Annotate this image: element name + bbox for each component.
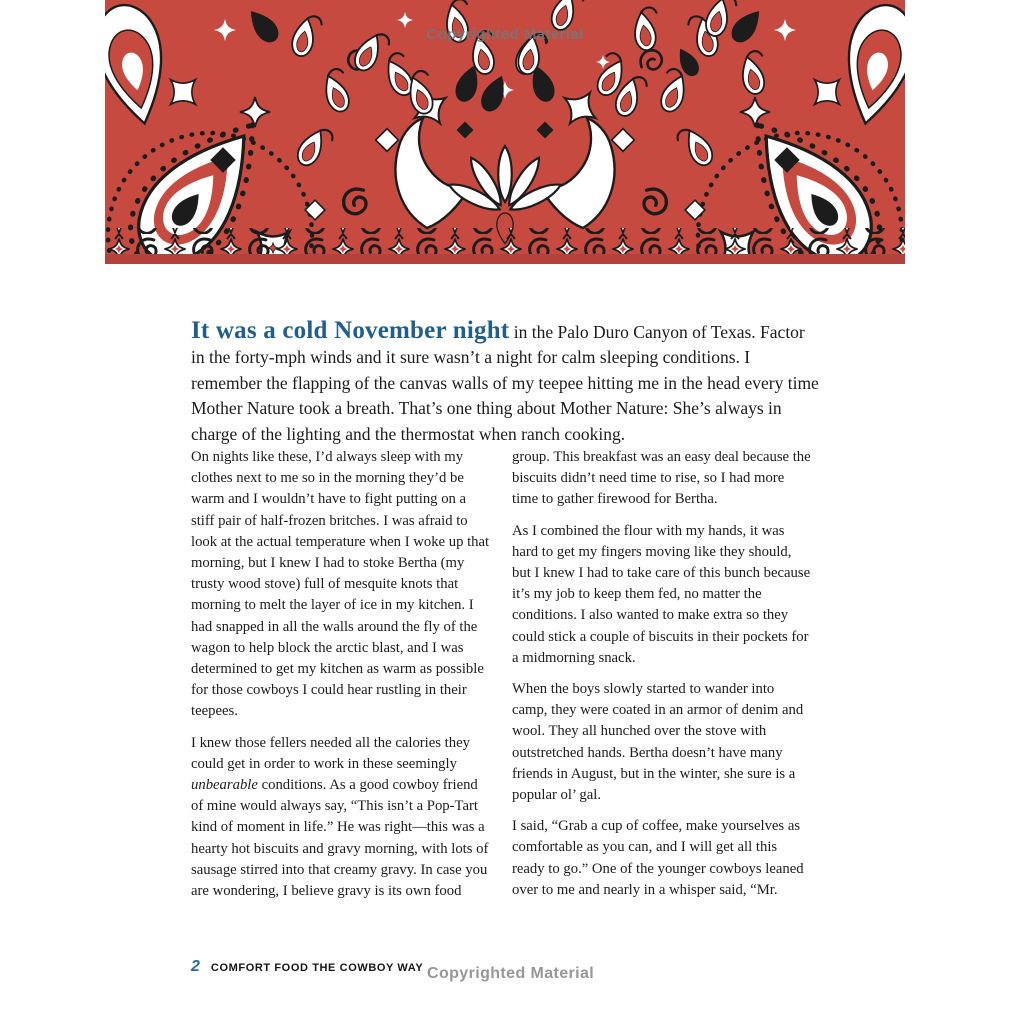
- page-footer: [191, 958, 423, 980]
- left-paragraph-2-pre: I knew those fellers needed all the calories they could get in order to work in these seemingly: [191, 734, 470, 772]
- column-left: [191, 447, 491, 912]
- right-paragraph-1: group. This breakfast was an easy deal because the biscuits didn’t need time to rise, so I had more time to gather firewood for Bertha.: [512, 449, 811, 508]
- left-paragraph-2: [191, 733, 491, 903]
- lead-heading: It was a cold November night: [191, 316, 510, 344]
- bandana-banner-image: [105, 0, 905, 264]
- running-book-title: COMFORT FOOD THE COWBOY WAY: [210, 962, 424, 974]
- page-number: 2: [191, 958, 200, 975]
- lead-paragraph: [191, 318, 821, 448]
- left-paragraph-2-post: conditions. As a good cowboy friend of mine would always say, “This isn’t a Pop-Tart kind of moment in life.” He was right—this was a hearty hot biscuits and gravy morning, with lots of sausage stirred into that creamy gravy. In case you are wondering, I believe gravy is its own food: [191, 777, 489, 900]
- right-paragraph-3: When the boys slowly started to wander into camp, they were coated in an armor of denim and wool. They all hunched over the stove with outstretched hands. Bertha doesn’t have many friends in August, but in the winter, she sure is a popular ol’ gal.: [512, 681, 804, 804]
- right-paragraph-2: As I combined the flour with my hands, it was hard to get my fingers moving like they should, but I knew I had to take care of this bunch because it’s my job to keep them fed, no matter the conditions. I also wanted to make extra so they could stick a couple of biscuits in their pockets for a midmorning snack.: [512, 522, 811, 666]
- left-paragraph-2-italic-word: unbearable: [191, 777, 258, 794]
- left-paragraph-1: On nights like these, I’d always sleep with my clothes next to me so in the morning they’d be warm and I wouldn’t have to fight putting on a stiff pair of half-frozen britches. I was afraid to look at the actual temperature when I woke up that morning, but I knew I had to stoke Bertha (my trusty wood stove) full of mesquite knots that morning to melt the layer of ice in my kitchen. I had snapped in all the walls around the fly of the wagon to help block the arctic blast, and I was determined to get my kitchen as warm as possible for those cowboys I could hear rustling in their teepees.: [191, 449, 490, 720]
- lead-continuation: in the Palo Duro Canyon of Texas. Factor in the forty-mph winds and it sure wasn’t a night for calm sleeping conditions. I remember the flapping of the canvas walls of my teepee hitting me in the head every time Mother Nature took a breath. That’s one thing about Mother Nature: She’s always in charge of the lighting and the thermostat when ranch cooking.: [191, 321, 819, 444]
- column-right: [512, 447, 812, 912]
- right-paragraph-4: I said, “Grab a cup of coffee, make yourselves as comfortable as you can, and I will get all this ready to go.” One of the younger cowboys leaned over to me and nearly in a whisper said, “Mr.: [512, 818, 804, 898]
- copyright-watermark-bottom: Copyrighted Material: [427, 965, 595, 982]
- copyright-watermark-top: Copyrighted Material: [426, 26, 584, 43]
- body-columns: [191, 447, 812, 912]
